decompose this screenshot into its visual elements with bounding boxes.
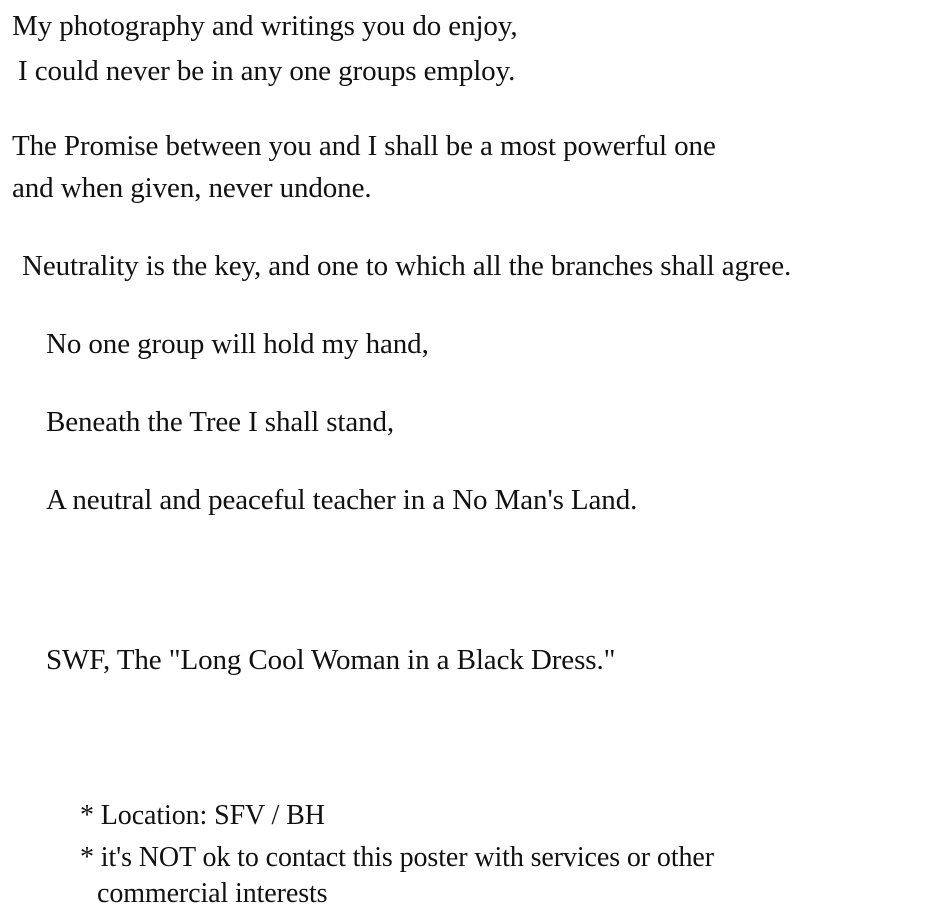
stanza-3-line-1: Neutrality is the key, and one to which all the branches shall agree.: [22, 250, 792, 282]
contact-note-line-2: commercial interests: [97, 878, 328, 909]
stanza-2-line-1: The Promise between you and I shall be a most powerful one: [12, 130, 716, 162]
verse-line-2: Beneath the Tree I shall stand,: [46, 406, 395, 438]
stanza-2-line-2: and when given, never undone.: [12, 172, 372, 204]
verse-line-3: A neutral and peaceful teacher in a No Man's Land.: [46, 484, 638, 516]
signature-line: SWF, The "Long Cool Woman in a Black Dress.": [46, 644, 616, 676]
contact-note-line-1: * it's NOT ok to contact this poster with services or other: [80, 842, 714, 873]
verse-line-1: No one group will hold my hand,: [46, 328, 429, 360]
location-note: * Location: SFV / BH: [80, 800, 325, 831]
stanza-1-line-2: I could never be in any one groups employ.: [18, 55, 516, 87]
stanza-1-line-1: My photography and writings you do enjoy,: [12, 10, 518, 42]
